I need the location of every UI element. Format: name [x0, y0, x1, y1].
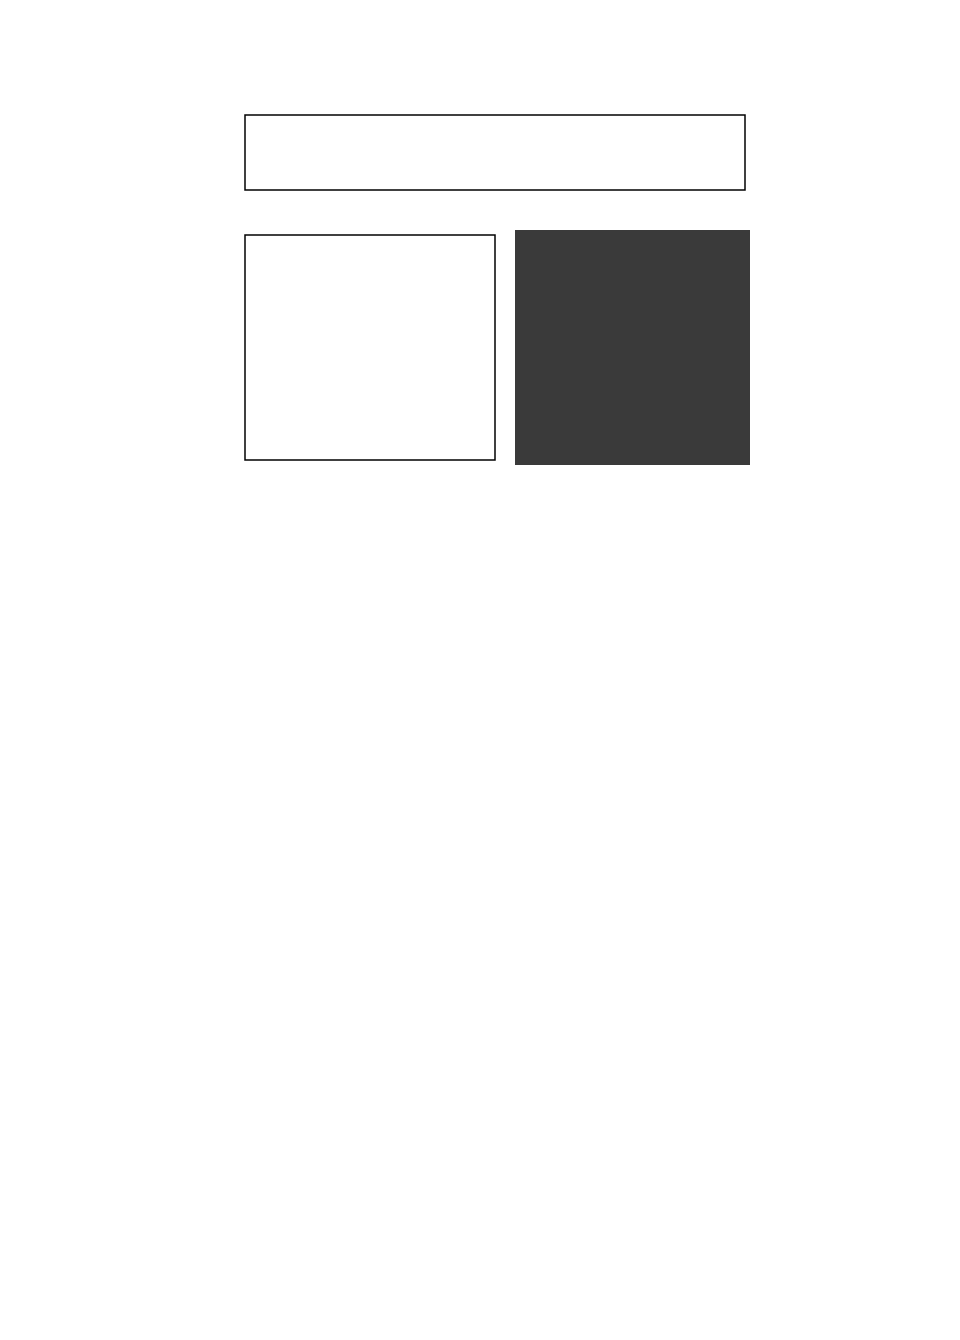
- top-plot: [245, 115, 745, 190]
- section-heading-1-2-7: [6, 992, 102, 1021]
- section-heading-1-2-6: [6, 658, 102, 687]
- star-field-image: [515, 230, 750, 465]
- star-field: [515, 230, 750, 465]
- running-header: [0, 0, 960, 36]
- zoom-plot: [245, 235, 495, 460]
- figure-ogle-tr-10: [190, 70, 760, 490]
